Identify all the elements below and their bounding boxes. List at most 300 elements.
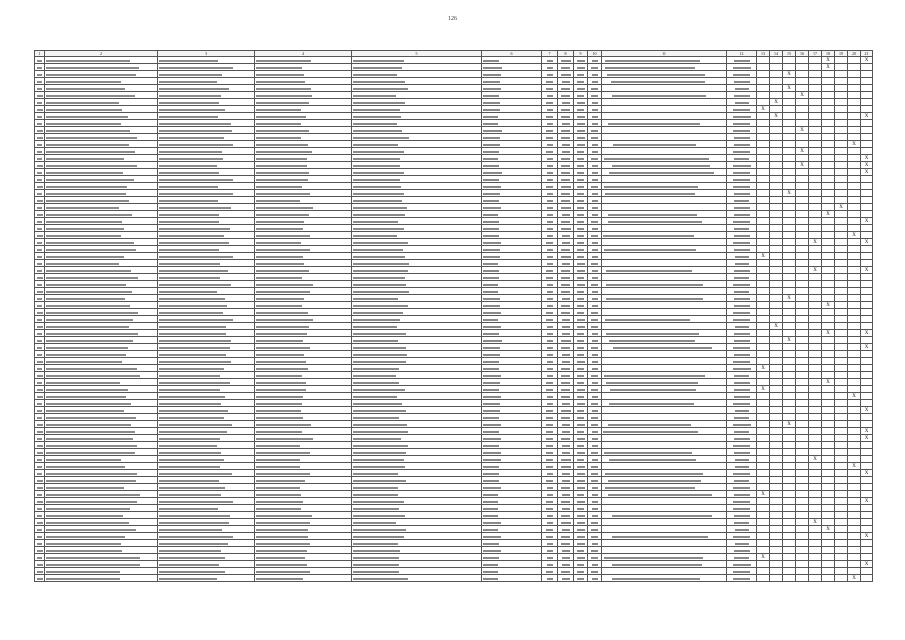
table-cell — [352, 365, 482, 372]
mark-cell — [770, 407, 783, 414]
mark-cell — [809, 309, 822, 316]
illegible-text — [562, 529, 570, 530]
table-cell — [588, 358, 602, 365]
illegible-text — [256, 445, 300, 446]
table-cell — [588, 183, 602, 190]
table-cell — [602, 428, 727, 435]
mark-cell — [848, 190, 861, 197]
illegible-text — [353, 445, 408, 446]
mark-cell — [757, 421, 770, 428]
table-cell — [255, 71, 352, 78]
illegible-text — [591, 130, 598, 131]
illegible-text — [547, 235, 553, 236]
illegible-text — [46, 417, 136, 418]
illegible-text — [46, 109, 122, 110]
illegible-text — [256, 389, 306, 390]
mark-cell — [822, 540, 835, 547]
table-cell — [727, 71, 757, 78]
mark-cell — [783, 512, 796, 519]
table-cell — [45, 71, 158, 78]
mark-cell — [757, 344, 770, 351]
table-cell — [158, 316, 255, 323]
illegible-text — [37, 158, 42, 159]
table-cell — [45, 498, 158, 505]
mark-cell — [770, 575, 783, 582]
mark-cell — [796, 169, 809, 176]
illegible-text — [46, 501, 137, 502]
table-cell — [727, 274, 757, 281]
table-cell — [35, 78, 45, 85]
illegible-text — [547, 494, 553, 495]
table-cell — [588, 463, 602, 470]
table-row — [35, 281, 873, 288]
illegible-text — [159, 179, 233, 180]
illegible-text — [256, 396, 303, 397]
mark-cell — [835, 435, 848, 442]
mark-cell — [861, 449, 873, 456]
mark-cell — [809, 561, 822, 568]
mark-cell — [796, 155, 809, 162]
illegible-text — [46, 473, 137, 474]
illegible-text — [46, 571, 120, 572]
illegible-text — [577, 249, 584, 250]
illegible-text — [561, 347, 570, 348]
illegible-text — [591, 452, 598, 453]
illegible-text — [592, 102, 598, 103]
illegible-text — [353, 431, 408, 432]
illegible-text — [483, 74, 501, 75]
illegible-text — [547, 193, 553, 194]
mark-cell — [757, 400, 770, 407]
table-cell — [482, 372, 542, 379]
illegible-text — [734, 270, 750, 271]
x-mark: X — [864, 155, 869, 161]
illegible-text — [37, 382, 42, 383]
mark-cell — [835, 344, 848, 351]
illegible-text — [592, 487, 598, 488]
mark-cell — [861, 393, 873, 400]
illegible-text — [159, 459, 224, 460]
mark-cell — [796, 533, 809, 540]
table-row — [35, 414, 873, 421]
illegible-text — [734, 515, 750, 516]
table-cell — [602, 344, 727, 351]
table-cell — [602, 351, 727, 358]
mark-cell — [809, 456, 822, 463]
table-cell — [482, 519, 542, 526]
table-cell — [542, 575, 558, 582]
mark-cell — [757, 358, 770, 365]
mark-cell — [822, 316, 835, 323]
table-row — [35, 519, 873, 526]
x-mark: X — [864, 113, 869, 119]
mark-cell — [822, 197, 835, 204]
illegible-text — [547, 67, 553, 68]
table-body — [35, 57, 873, 582]
illegible-text — [353, 368, 399, 369]
illegible-text — [733, 242, 750, 243]
table-cell — [255, 127, 352, 134]
illegible-text — [256, 557, 305, 558]
illegible-text — [733, 123, 750, 124]
mark-cell — [822, 267, 835, 274]
mark-cell — [770, 99, 783, 106]
table-row — [35, 218, 873, 225]
column-header: 13 — [757, 51, 770, 57]
mark-cell — [861, 113, 873, 120]
illegible-text — [483, 130, 502, 131]
illegible-text — [592, 333, 598, 334]
table-cell — [558, 561, 574, 568]
table-cell — [45, 260, 158, 267]
illegible-text — [592, 193, 598, 194]
illegible-text — [483, 382, 500, 383]
mark-cell — [796, 554, 809, 561]
mark-cell — [848, 414, 861, 421]
mark-cell — [796, 344, 809, 351]
illegible-text — [577, 102, 585, 103]
table-cell — [482, 407, 542, 414]
illegible-text — [577, 466, 585, 467]
mark-cell — [796, 246, 809, 253]
mark-cell — [770, 477, 783, 484]
illegible-text — [46, 557, 140, 558]
mark-cell — [796, 120, 809, 127]
illegible-text — [353, 508, 399, 509]
mark-cell — [835, 253, 848, 260]
illegible-text — [159, 438, 220, 439]
mark-cell — [796, 302, 809, 309]
mark-cell — [757, 554, 770, 561]
illegible-text — [613, 144, 696, 145]
table-cell — [482, 253, 542, 260]
mark-cell — [770, 519, 783, 526]
table-cell — [588, 505, 602, 512]
table-cell — [588, 519, 602, 526]
illegible-text — [256, 382, 306, 383]
table-cell — [482, 302, 542, 309]
illegible-text — [561, 291, 570, 292]
illegible-text — [353, 109, 400, 110]
illegible-text — [547, 214, 553, 215]
mark-cell — [809, 477, 822, 484]
table-cell — [542, 232, 558, 239]
table-cell — [558, 288, 574, 295]
table-cell — [727, 169, 757, 176]
illegible-text — [483, 578, 498, 579]
illegible-text — [46, 116, 128, 117]
table-row — [35, 169, 873, 176]
mark-cell — [796, 358, 809, 365]
illegible-text — [159, 375, 220, 376]
illegible-text — [46, 151, 135, 152]
illegible-text — [483, 389, 499, 390]
illegible-text — [159, 172, 219, 173]
illegible-text — [37, 459, 42, 460]
table-cell — [588, 449, 602, 456]
table-cell — [727, 400, 757, 407]
mark-cell — [809, 316, 822, 323]
table-cell — [542, 526, 558, 533]
mark-cell — [796, 211, 809, 218]
illegible-text — [547, 515, 553, 516]
illegible-text — [734, 158, 749, 159]
illegible-text — [547, 284, 553, 285]
illegible-text — [592, 501, 598, 502]
table-row — [35, 477, 873, 484]
table-cell — [558, 435, 574, 442]
illegible-text — [37, 312, 43, 313]
table-cell — [558, 456, 574, 463]
table-cell — [602, 176, 727, 183]
mark-cell — [835, 85, 848, 92]
illegible-text — [734, 494, 750, 495]
table-cell — [158, 575, 255, 582]
illegible-text — [546, 242, 553, 243]
mark-cell — [783, 379, 796, 386]
illegible-text — [733, 130, 750, 131]
illegible-text — [159, 137, 224, 138]
mark-cell — [809, 435, 822, 442]
illegible-text — [561, 130, 570, 131]
mark-cell — [835, 281, 848, 288]
table-cell — [574, 344, 588, 351]
table-cell — [35, 162, 45, 169]
mark-cell — [848, 554, 861, 561]
mark-cell — [861, 519, 873, 526]
illegible-text — [46, 410, 124, 411]
mark-cell — [809, 260, 822, 267]
mark-cell — [822, 414, 835, 421]
mark-cell — [770, 218, 783, 225]
illegible-text — [483, 326, 501, 327]
table-cell — [45, 141, 158, 148]
illegible-text — [483, 270, 499, 271]
table-cell — [45, 519, 158, 526]
table-cell — [727, 260, 757, 267]
mark-cell — [822, 358, 835, 365]
mark-cell — [861, 246, 873, 253]
table-cell — [255, 99, 352, 106]
illegible-text — [592, 228, 598, 229]
table-cell — [542, 512, 558, 519]
mark-cell — [770, 295, 783, 302]
illegible-text — [733, 578, 750, 579]
mark-cell — [796, 463, 809, 470]
table-cell — [574, 379, 588, 386]
table-cell — [35, 526, 45, 533]
illegible-text — [159, 508, 218, 509]
illegible-text — [159, 130, 232, 131]
mark-cell — [770, 386, 783, 393]
mark-cell — [757, 316, 770, 323]
mark-cell — [835, 358, 848, 365]
table-cell — [588, 141, 602, 148]
table-cell — [727, 148, 757, 155]
mark-cell — [783, 351, 796, 358]
illegible-text — [604, 158, 709, 159]
illegible-text — [37, 452, 43, 453]
mark-cell — [835, 519, 848, 526]
illegible-text — [735, 88, 749, 89]
table-cell — [542, 365, 558, 372]
illegible-text — [46, 207, 119, 208]
table-cell — [727, 435, 757, 442]
table-cell — [727, 365, 757, 372]
illegible-text — [46, 494, 140, 495]
table-cell — [574, 134, 588, 141]
table-cell — [602, 400, 727, 407]
mark-cell — [822, 337, 835, 344]
table-cell — [482, 533, 542, 540]
table-cell — [255, 379, 352, 386]
table-cell — [255, 568, 352, 575]
illegible-text — [577, 242, 584, 243]
mark-cell — [796, 442, 809, 449]
mark-cell — [809, 365, 822, 372]
illegible-text — [256, 515, 312, 516]
illegible-text — [733, 284, 750, 285]
illegible-text — [159, 368, 224, 369]
mark-cell — [822, 407, 835, 414]
table-row — [35, 484, 873, 491]
table-cell — [45, 127, 158, 134]
illegible-text — [592, 578, 598, 579]
mark-cell — [848, 372, 861, 379]
table-cell — [542, 78, 558, 85]
table-cell — [45, 575, 158, 582]
table-cell — [482, 85, 542, 92]
mark-cell — [770, 330, 783, 337]
illegible-text — [591, 389, 598, 390]
illegible-text — [256, 550, 307, 551]
x-mark: X — [774, 99, 778, 105]
illegible-text — [46, 242, 134, 243]
table-cell — [727, 547, 757, 554]
illegible-text — [592, 305, 598, 306]
mark-cell — [796, 218, 809, 225]
illegible-text — [256, 480, 305, 481]
table-cell — [602, 127, 727, 134]
mark-cell — [822, 113, 835, 120]
illegible-text — [46, 228, 124, 229]
table-cell — [255, 540, 352, 547]
illegible-text — [256, 228, 303, 229]
mark-cell — [835, 477, 848, 484]
table-cell — [482, 470, 542, 477]
illegible-text — [37, 123, 42, 124]
mark-cell — [861, 477, 873, 484]
illegible-text — [561, 270, 570, 271]
mark-cell — [783, 505, 796, 512]
table-cell — [158, 274, 255, 281]
table-cell — [542, 295, 558, 302]
illegible-text — [562, 508, 570, 509]
illegible-text — [483, 291, 498, 292]
table-cell — [158, 134, 255, 141]
illegible-text — [353, 424, 407, 425]
table-cell — [482, 148, 542, 155]
table-row — [35, 561, 873, 568]
illegible-text — [546, 319, 553, 320]
illegible-text — [46, 235, 121, 236]
table-row — [35, 155, 873, 162]
table-cell — [558, 575, 574, 582]
illegible-text — [483, 207, 501, 208]
mark-cell — [822, 470, 835, 477]
table-cell — [45, 134, 158, 141]
table-cell — [352, 120, 482, 127]
table-cell — [602, 309, 727, 316]
illegible-text — [592, 74, 598, 75]
table-cell — [255, 148, 352, 155]
illegible-text — [159, 291, 217, 292]
mark-cell — [835, 197, 848, 204]
mark-cell — [809, 134, 822, 141]
table-cell — [542, 260, 558, 267]
table-cell — [602, 491, 727, 498]
table-cell — [602, 190, 727, 197]
illegible-text — [612, 578, 700, 579]
table-cell — [602, 484, 727, 491]
illegible-text — [159, 151, 222, 152]
table-cell — [35, 435, 45, 442]
mark-cell — [783, 442, 796, 449]
mark-cell — [770, 400, 783, 407]
illegible-text — [353, 466, 405, 467]
illegible-text — [612, 536, 708, 537]
table-cell — [45, 365, 158, 372]
table-cell — [558, 449, 574, 456]
illegible-text — [606, 298, 703, 299]
table-cell — [542, 442, 558, 449]
mark-cell — [848, 148, 861, 155]
mark-cell — [783, 99, 796, 106]
mark-cell — [822, 190, 835, 197]
table-cell — [542, 148, 558, 155]
illegible-text — [605, 193, 695, 194]
illegible-text — [561, 417, 570, 418]
illegible-text — [353, 417, 399, 418]
table-cell — [588, 344, 602, 351]
table-cell — [574, 78, 588, 85]
table-cell — [588, 316, 602, 323]
illegible-text — [256, 452, 310, 453]
mark-cell — [783, 407, 796, 414]
illegible-text — [577, 459, 584, 460]
illegible-text — [353, 88, 408, 89]
illegible-text — [561, 571, 570, 572]
illegible-text — [562, 319, 570, 320]
table-cell — [158, 92, 255, 99]
illegible-text — [734, 375, 749, 376]
table-cell — [352, 274, 482, 281]
table-cell — [727, 372, 757, 379]
mark-cell — [783, 372, 796, 379]
illegible-text — [159, 529, 222, 530]
mark-cell — [796, 372, 809, 379]
mark-cell — [796, 57, 809, 64]
table-cell — [588, 274, 602, 281]
illegible-text — [605, 67, 695, 68]
mark-cell — [783, 540, 796, 547]
table-cell — [35, 225, 45, 232]
illegible-text — [546, 130, 553, 131]
illegible-text — [733, 571, 750, 572]
illegible-text — [577, 375, 584, 376]
table-cell — [255, 85, 352, 92]
table-cell — [255, 323, 352, 330]
